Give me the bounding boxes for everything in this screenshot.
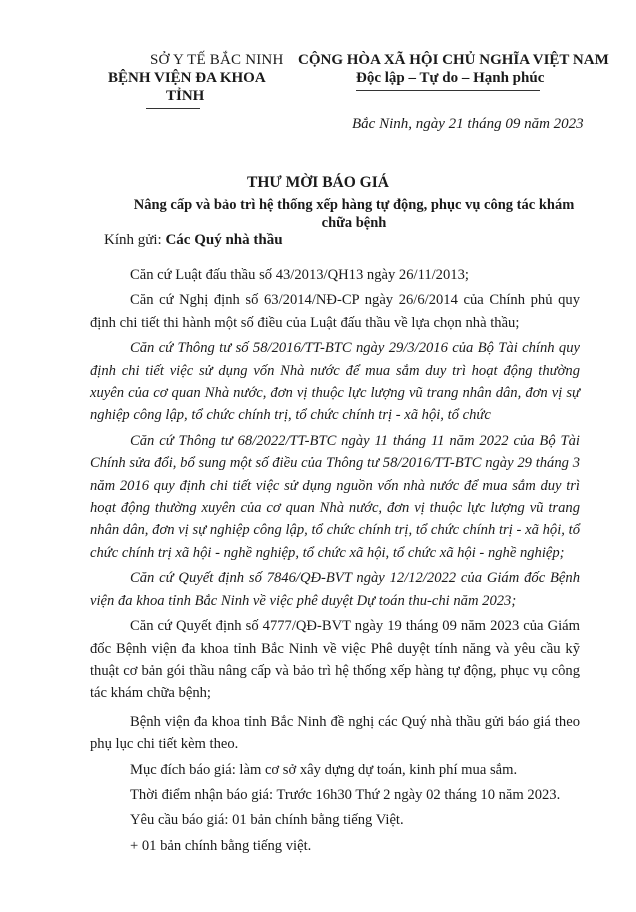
greeting-recipient: Các Quý nhà thầu <box>165 232 283 248</box>
basis-paragraph: Căn cứ Luật đấu thầu số 43/2013/QH13 ngày 26/11/2013; <box>130 267 469 283</box>
basis-paragraph: Căn cứ Thông tư số 58/2016/TT-BTC ngày 29/3/2016 của Bộ Tài chính quy định chi tiết việc sử dụng vốn Nhà nước để mua sắm duy trì hoạt động thường xuyên của cơ quan Nhà nước, đơn vị thuộc lực lượng vũ trang nhân dân, đơn vị sự nghiệp công lập, tổ chức chính trị, tổ chức chính trị - xã hội, tổ chức <box>90 340 580 424</box>
requirement-item: + 01 bản chính bằng tiếng việt. <box>130 837 312 854</box>
hospital-name-line1: BỆNH VIỆN ĐA KHOA <box>108 70 266 86</box>
national-motto: Độc lập – Tự do – Hạnh phúc <box>356 70 545 86</box>
requirement-paragraph: Yêu cầu báo giá: 01 bản chính bằng tiếng Việt. <box>130 812 404 829</box>
basis-paragraph: Căn cứ Nghị định số 63/2014/NĐ-CP ngày 26/6/2014 của Chính phủ quy định chi tiết thi hành một số điều của Luật đấu thầu về lựa chọn nhà thầu; <box>90 292 580 331</box>
greeting <box>104 232 283 249</box>
purpose-paragraph: Mục đích báo giá: làm cơ sở xây dựng dự toán, kinh phí mua sắm. <box>130 761 518 778</box>
hospital-underline <box>146 108 200 109</box>
document-body <box>90 264 580 860</box>
issuing-agency: SỞ Y TẾ BẮC NINH <box>150 52 284 68</box>
basis-paragraph: Căn cứ Quyết định số 7846/QĐ-BVT ngày 12/12/2022 của Giám đốc Bệnh viện đa khoa tỉnh Bắc Ninh về việc phê duyệt Dự toán thu-chi năm 2023; <box>90 570 580 609</box>
national-title: CỘNG HÒA XÃ HỘI CHỦ NGHĨA VIỆT NAM <box>298 52 609 68</box>
document-subject: Nâng cấp và bảo trì hệ thống xếp hàng tự động, phục vụ công tác khám chữa bệnh <box>133 197 575 231</box>
motto-underline <box>356 90 540 91</box>
hospital-name-line2: TỈNH <box>166 88 205 104</box>
greeting-prefix: Kính gửi: <box>104 232 166 248</box>
request-paragraph: Bệnh viện đa khoa tỉnh Bắc Ninh đề nghị các Quý nhà thầu gửi báo giá theo phụ lục chi tiết kèm theo. <box>90 713 580 753</box>
place-and-date: Bắc Ninh, ngày 21 tháng 09 năm 2023 <box>352 116 584 132</box>
basis-paragraph: Căn cứ Quyết định số 4777/QĐ-BVT ngày 19 tháng 09 năm 2023 của Giám đốc Bệnh viện đa khoa tỉnh Bắc Ninh về việc Phê duyệt tính năng và yêu cầu kỹ thuật cơ bản gói thầu nâng cấp và bảo trì hệ thống xếp hàng tự động, phục vụ công tác khám chữa bệnh; <box>90 618 580 702</box>
basis-paragraph: Căn cứ Thông tư 68/2022/TT-BTC ngày 11 tháng 11 năm 2022 của Bộ Tài Chính sửa đổi, bổ sung một số điều của Thông tư 58/2016/TT-BTC ngày 29 tháng 3 năm 2016 quy định chi tiết việc sử dụng nguồn vốn nhà nước để mua sắm duy trì hoạt động thường xuyên của cơ quan Nhà nước, đơn vị thuộc lực lượng vũ trang nhân dân, đơn vị sự nghiệp công lập, tổ chức chính trị, tổ chức chính trị - xã hội, tổ chức chính trị xã hội - nghề nghiệp, tổ chức xã hội, tổ chức xã hội - nghề nghiệp; <box>90 432 580 561</box>
deadline-paragraph: Thời điểm nhận báo giá: Trước 16h30 Thứ 2 ngày 02 tháng 10 năm 2023. <box>130 786 561 803</box>
document-title: THƯ MỜI BÁO GIÁ <box>247 174 389 191</box>
